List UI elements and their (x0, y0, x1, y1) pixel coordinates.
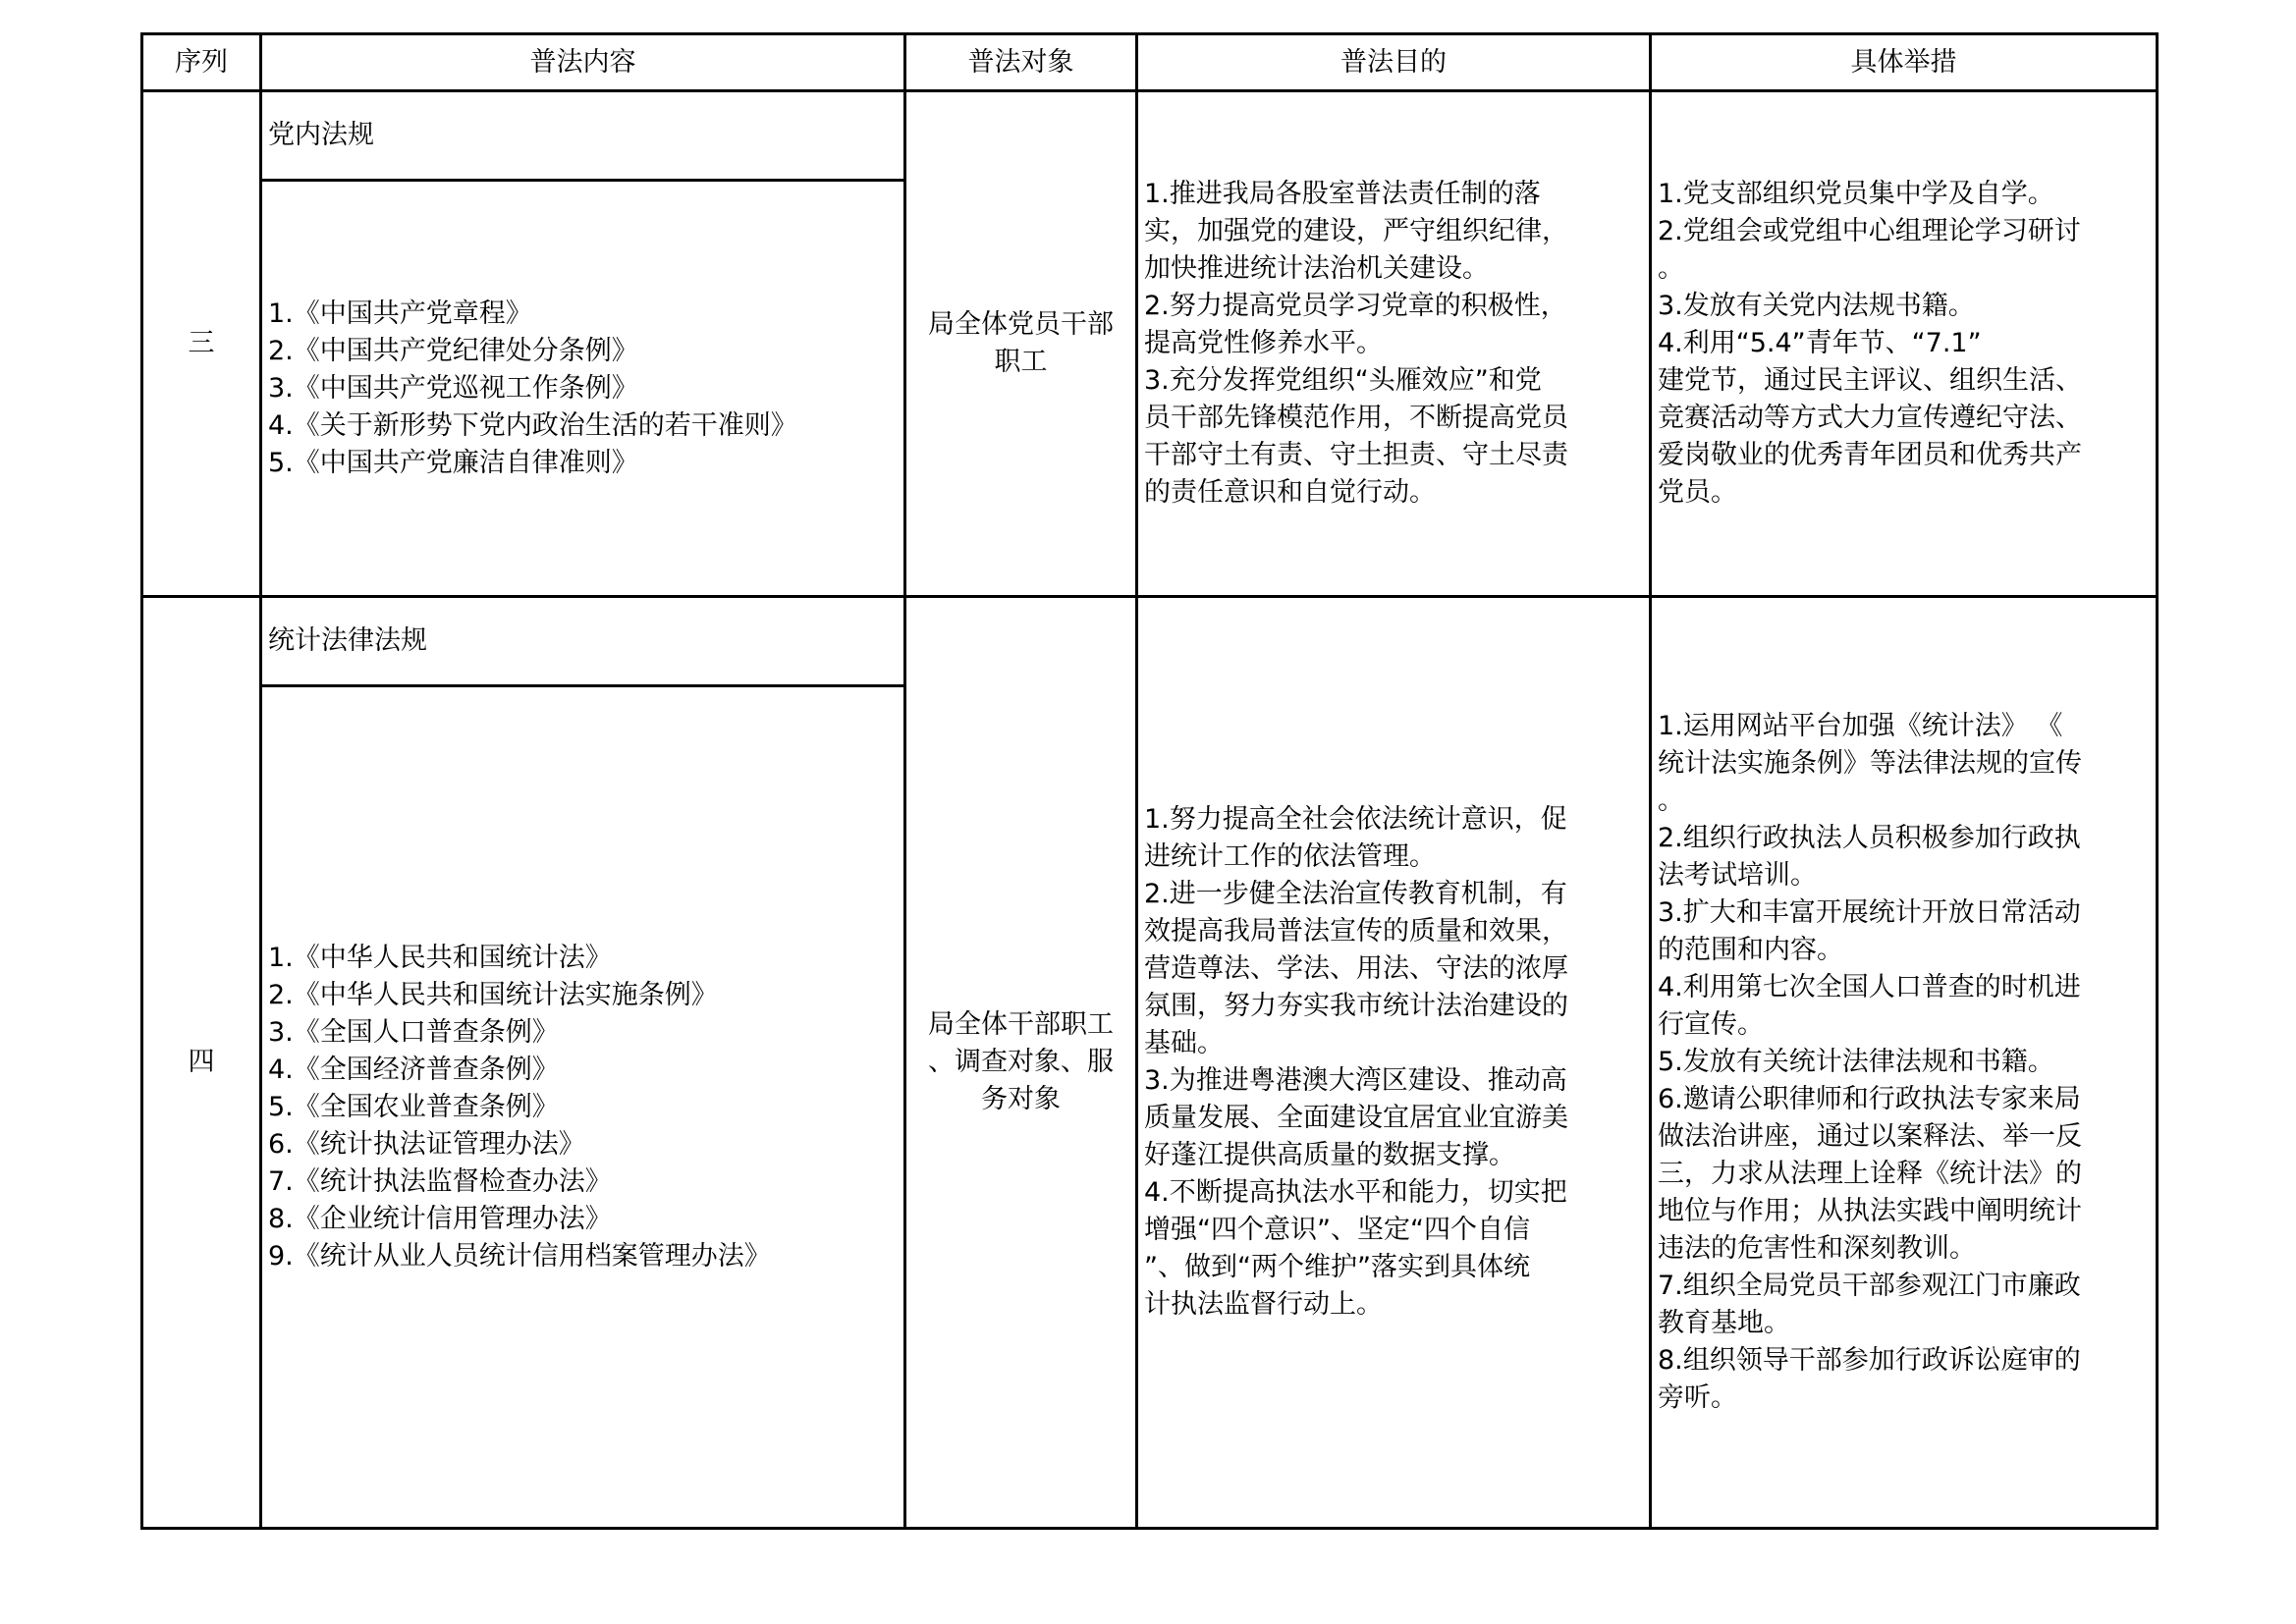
measure-line: 2.党组会或党组中心组理论学习研讨 (1658, 216, 2081, 246)
content-category: 党内法规 (261, 91, 905, 181)
content-item: 2.《中华人民共和国统计法实施条例》 (268, 979, 718, 1010)
content-list-cell (261, 181, 905, 597)
header-target: 普法对象 (905, 34, 1137, 91)
measure-line: 做法治讲座，通过以案释法、举一反 (1658, 1121, 2082, 1152)
purpose-line: 的责任意识和自觉行动。 (1144, 477, 1436, 508)
purpose-line: 3.为推进粤港澳大湾区建设、推动高 (1144, 1065, 1567, 1096)
header-measures: 具体举措 (1651, 34, 2158, 91)
content-item: 7.《统计执法监督检查办法》 (268, 1165, 612, 1197)
purpose-line: 干部守土有责、守土担责、守土尽责 (1144, 440, 1568, 470)
target-cell (905, 91, 1137, 597)
purpose-line: 1.努力提高全社会依法统计意识，促 (1144, 804, 1567, 835)
header-seq: 序列 (142, 34, 261, 91)
target-line: 职工 (994, 347, 1048, 377)
target-line: 局全体党员干部 (928, 309, 1114, 340)
measure-line: 5.发放有关统计法律法规和书籍。 (1658, 1047, 2054, 1077)
content-item: 4.《关于新形势下党内政治生活的若干准则》 (268, 409, 797, 441)
purpose-line: 质量发展、全面建设宜居宜业宜游美 (1144, 1103, 1568, 1133)
measure-line: 党员。 (1658, 477, 1737, 508)
content-item: 2.《中国共产党纪律处分条例》 (268, 335, 638, 366)
table-row (142, 91, 2158, 181)
purpose-line: 加快推进统计法治机关建设。 (1144, 253, 1489, 284)
table-row (142, 597, 2158, 686)
purpose-line: 效提高我局普法宣传的质量和效果， (1144, 916, 1568, 947)
measure-line: 行宣传。 (1658, 1009, 1764, 1040)
purpose-line: 4.不断提高执法水平和能力，切实把 (1144, 1177, 1567, 1208)
measure-line: 2.组织行政执法人员积极参加行政执 (1658, 823, 2081, 853)
content-list-cell (261, 686, 905, 1529)
measure-line: 1.运用网站平台加强《统计法》 《 (1658, 711, 2063, 741)
purpose-line: 2.进一步健全法治宣传教育机制，有 (1144, 879, 1567, 909)
measure-line: 。 (1658, 253, 1684, 284)
content-item: 5.《中国共产党廉洁自律准则》 (268, 447, 638, 478)
content-item: 4.《全国经济普查条例》 (268, 1054, 559, 1085)
content-item: 3.《全国人口普查条例》 (268, 1016, 559, 1048)
purpose-line: 2.努力提高党员学习党章的积极性， (1144, 291, 1567, 321)
measure-line: 爱岗敬业的优秀青年团员和优秀共产 (1658, 440, 2082, 470)
measures-cell (1651, 597, 2158, 1529)
purpose-line: 基础。 (1144, 1028, 1224, 1058)
measure-line: 旁听。 (1658, 1382, 1737, 1413)
measure-line: 1.党支部组织党员集中学及自学。 (1658, 179, 2054, 209)
measure-line: 3.发放有关党内法规书籍。 (1658, 291, 1975, 321)
purpose-line: 增强“四个意识”、坚定“四个自信 (1144, 1215, 1530, 1245)
purpose-line: 好蓬江提供高质量的数据支撑。 (1144, 1140, 1515, 1170)
measure-line: 6.邀请公职律师和行政执法专家来局 (1658, 1084, 2081, 1114)
measure-line: 竞赛活动等方式大力宣传遵纪守法、 (1658, 403, 2082, 433)
content-item: 6.《统计执法证管理办法》 (268, 1128, 585, 1160)
header-content: 普法内容 (261, 34, 905, 91)
measure-line: 三，力求从法理上诠释《统计法》的 (1658, 1159, 2082, 1189)
header-purpose: 普法目的 (1137, 34, 1651, 91)
measure-line: 法考试培训。 (1658, 860, 1817, 891)
purpose-line: 提高党性修养水平。 (1144, 328, 1383, 358)
content-item: 1.《中华人民共和国统计法》 (268, 942, 612, 973)
purpose-line: 1.推进我局各股室普法责任制的落 (1144, 179, 1541, 209)
measure-line: 8.组织领导干部参加行政诉讼庭审的 (1658, 1345, 2081, 1376)
target-cell (905, 597, 1137, 1529)
header-row (142, 34, 2158, 91)
seq-cell: 三 (142, 91, 261, 597)
purpose-line: 营造尊法、学法、用法、守法的浓厚 (1144, 953, 1568, 984)
purpose-line: 计执法监督行动上。 (1144, 1289, 1383, 1320)
target-line: 务对象 (981, 1084, 1061, 1114)
target-line: 、调查对象、服 (928, 1047, 1114, 1077)
measure-line: 4.利用“5.4”青年节、“7.1” (1658, 328, 1982, 358)
content-category: 统计法律法规 (261, 597, 905, 686)
content-item: 9.《统计从业人员统计信用档案管理办法》 (268, 1240, 771, 1272)
measure-line: 3.扩大和丰富开展统计开放日常活动 (1658, 897, 2081, 928)
measure-line: 。 (1658, 785, 1684, 816)
measure-line: 地位与作用；从执法实践中阐明统计 (1658, 1196, 2082, 1226)
law-publicity-plan-table (140, 32, 2159, 1530)
content-item: 1.《中国共产党章程》 (268, 298, 532, 329)
purpose-line: 进统计工作的依法管理。 (1144, 841, 1436, 872)
purpose-line: 氛围，努力夯实我市统计法治建设的 (1144, 991, 1568, 1021)
measure-line: 4.利用第七次全国人口普查的时机进 (1658, 972, 2081, 1002)
measure-line: 的范围和内容。 (1658, 935, 1843, 965)
target-line: 局全体干部职工 (928, 1009, 1114, 1040)
seq-cell: 四 (142, 597, 261, 1529)
purpose-line: ”、做到“两个维护”落实到具体统 (1144, 1252, 1530, 1282)
measure-line: 违法的危害性和深刻教训。 (1658, 1233, 1976, 1264)
purpose-line: 3.充分发挥党组织“头雁效应”和党 (1144, 365, 1542, 396)
content-item: 5.《全国农业普查条例》 (268, 1091, 559, 1122)
measure-line: 统计法实施条例》等法律法规的宣传 (1658, 748, 2082, 779)
measures-cell (1651, 91, 2158, 597)
measure-line: 建党节，通过民主评议、组织生活、 (1658, 365, 2082, 396)
purpose-cell (1137, 91, 1651, 597)
content-item: 8.《企业统计信用管理办法》 (268, 1203, 612, 1234)
measure-line: 7.组织全局党员干部参观江门市廉政 (1658, 1271, 2081, 1301)
measure-line: 教育基地。 (1658, 1308, 1790, 1338)
purpose-cell (1137, 597, 1651, 1529)
purpose-line: 实，加强党的建设，严守组织纪律， (1144, 216, 1568, 246)
content-item: 3.《中国共产党巡视工作条例》 (268, 372, 638, 404)
purpose-line: 员干部先锋模范作用，不断提高党员 (1144, 403, 1568, 433)
